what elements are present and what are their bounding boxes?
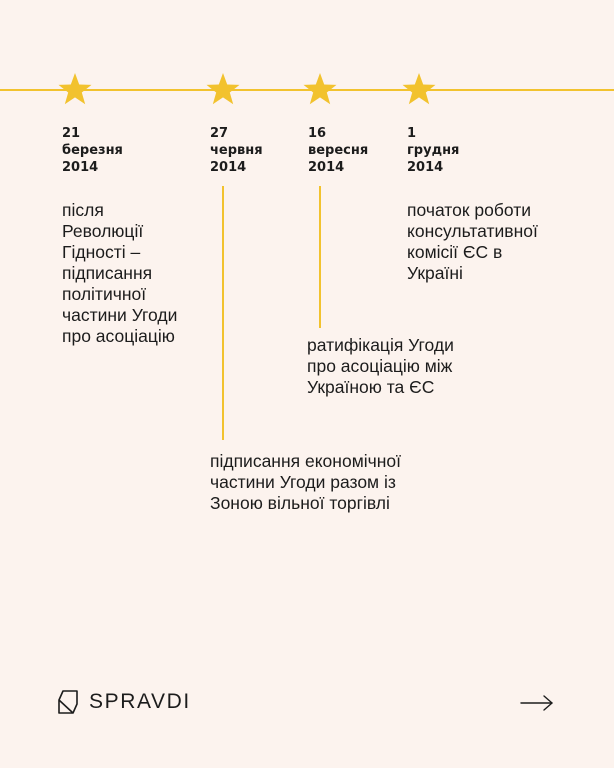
arrow-right-icon[interactable]: [520, 694, 554, 712]
event-month: червня: [210, 143, 263, 158]
event-day: 1: [407, 126, 417, 141]
event-description: підписання економічної частини Угоди разом із Зоною вільної торгівлі: [210, 451, 401, 513]
star-icon: [205, 72, 241, 108]
timeline-connector: [222, 186, 224, 440]
event-day: 21: [62, 126, 81, 141]
event-day: 27: [210, 126, 229, 141]
star-icon: [302, 72, 338, 108]
star-icon: [401, 72, 437, 108]
event-year: 2014: [62, 160, 99, 175]
event-description: початок роботи консультативної комісії ЄС в Україні: [407, 200, 538, 283]
event-day: 16: [308, 126, 327, 141]
timeline-connector: [319, 186, 321, 328]
spravdi-logo-icon: [57, 690, 79, 714]
event-month: грудня: [407, 143, 460, 158]
event-year: 2014: [407, 160, 444, 175]
event-description: після Революції Гідності – підписання політичної частини Угоди про асоціацію: [62, 200, 178, 346]
event-year: 2014: [210, 160, 247, 175]
event-year: 2014: [308, 160, 345, 175]
event-month: вересня: [308, 143, 369, 158]
star-icon: [57, 72, 93, 108]
event-date: [210, 125, 263, 176]
event-date: [407, 125, 459, 176]
event-date: [308, 125, 368, 176]
event-month: березня: [62, 143, 123, 158]
brand-name: SPRAVDI: [89, 690, 191, 713]
event-date: [62, 125, 123, 176]
event-description: ратифікація Угоди про асоціацію між Україною та ЄС: [307, 335, 454, 397]
spravdi-logo[interactable]: [57, 690, 191, 714]
